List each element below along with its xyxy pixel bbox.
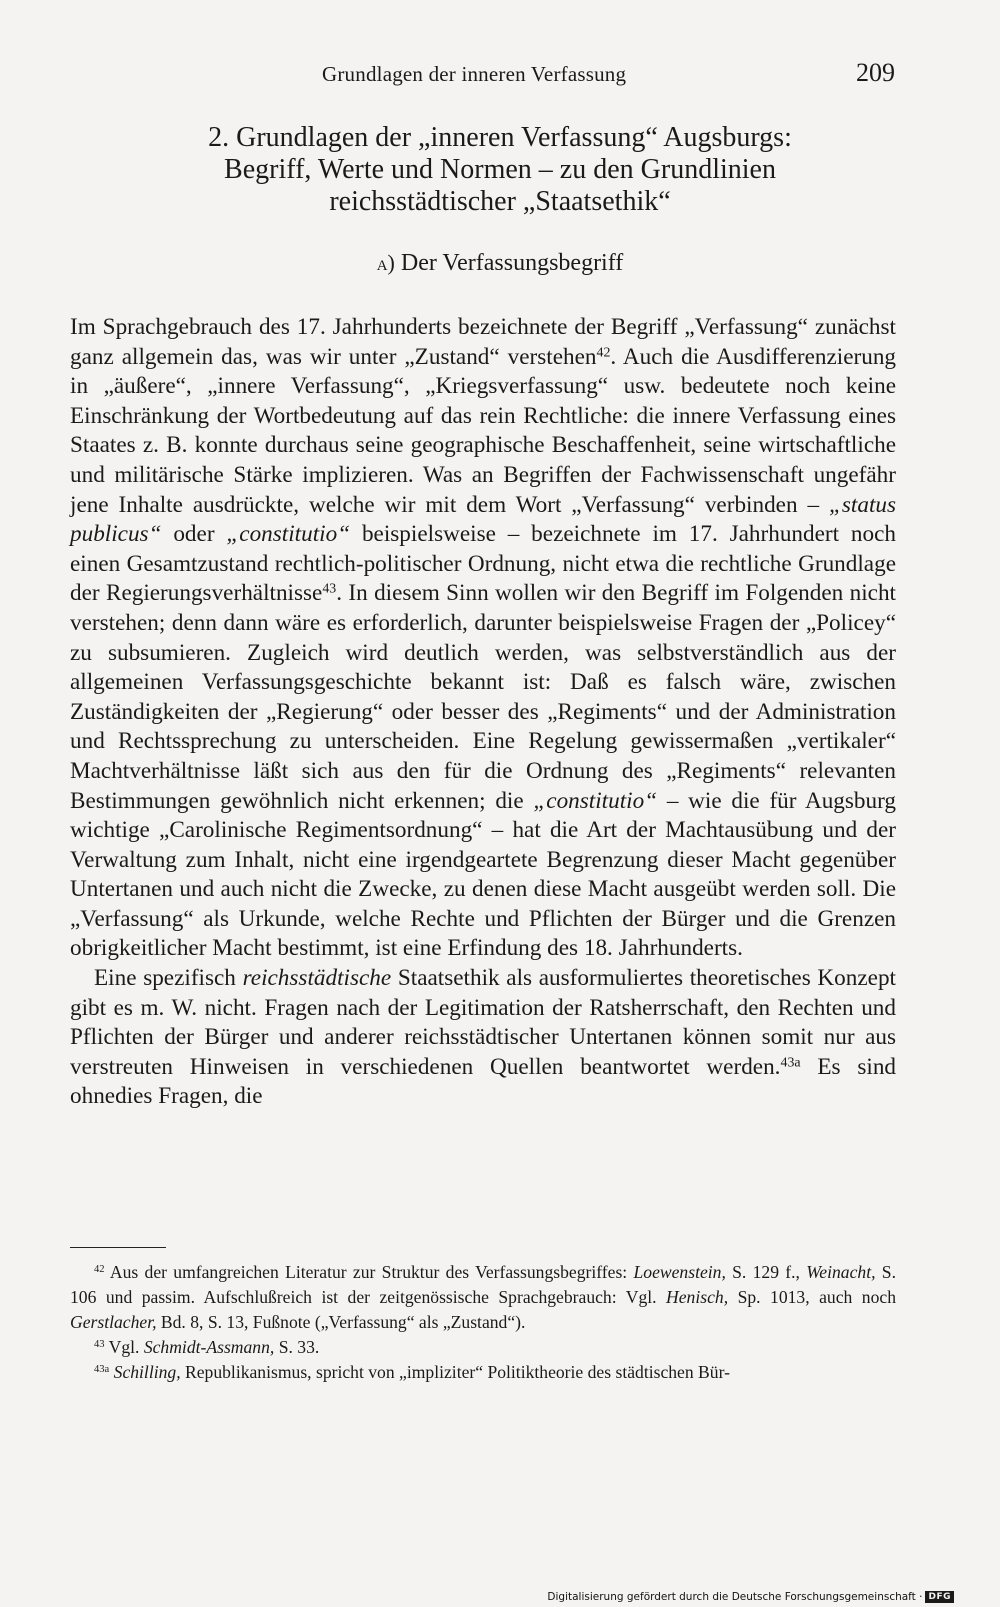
footnote-ref[interactable]: 43 bbox=[322, 581, 337, 597]
text-run: beispielsweise – bezeichnete im 17. Jahrhundert noch einen Gesamtzustand rechtlich-politischer Ordnung, nicht etwa die rechtliche Grundlage der Regierungsverhältnisse bbox=[70, 521, 896, 607]
italic-term: „constitutio“ bbox=[226, 521, 351, 548]
italic-term: „constitutio“ bbox=[533, 787, 658, 814]
chapter-title-line: 2. Grundlagen der „inneren Verfassung“ Augsburgs: bbox=[208, 122, 792, 153]
section-heading bbox=[70, 250, 930, 277]
footnote-number: 43 bbox=[94, 1339, 105, 1351]
section-title: Der Verfassungsbegriff bbox=[400, 250, 624, 276]
footnote bbox=[70, 1335, 896, 1360]
text-run: Republikanismus, spricht von „impliziter“ Politiktheorie des städtischen Bür- bbox=[180, 1362, 730, 1382]
text-run: Vgl. bbox=[108, 1337, 144, 1357]
text-run: Staatsethik als ausformuliertes theoretisches Konzept gibt es m. W. nicht. Fragen nach der Legitimation der Ratsherrschaft, den Rechten und Pflichten der Bürger und anderer reichsstädtischer Untertanen können somit nur aus verstreuten Hinweisen in verschiedenen Quellen beantwortet werden. bbox=[70, 965, 896, 1080]
chapter-title-line: Begriff, Werte und Normen – zu den Grundlinien bbox=[224, 154, 776, 185]
text-run: Sp. 1013, auch noch bbox=[728, 1287, 896, 1307]
text-run: oder bbox=[161, 521, 227, 548]
text-run: Im Sprachgebrauch des 17. Jahrhunderts bezeichnete der Begriff „Verfassung“ zunächst ganz allgemein das, was wir unter „Zustand“ verstehen bbox=[70, 314, 896, 370]
italic-term: „status publicus“ bbox=[70, 491, 896, 548]
text-run: Es sind ohnedies Fragen, die bbox=[70, 1053, 897, 1110]
text-run: . In diesem Sinn wollen wir den Begriff im Folgenden nicht verstehen; denn dann wäre es erforderlich, darunter beispielsweise Fragen der „Policey“ zu subsumieren. Zugleich wird deutlich werden, was selbstverständlich aus der allgemeinen Verfassungsgeschichte bekannt ist: Daß es falsch wäre, zwischen Zuständigkeiten der „Regierung“ oder besser des „Regiments“ und der Administration und Rechtssprechung zu unterscheiden. Eine Regelung gewissermaßen „vertikaler“ Machtverhältnisse läßt sich aus den für die Ordnung des „Regiments“ relevanten Bestimmungen gewöhnlich nicht erkennen; die bbox=[70, 580, 896, 814]
paragraph bbox=[70, 313, 896, 964]
footnote-number: 42 bbox=[94, 1264, 105, 1276]
credit-text: Digitalisierung gefördert durch die Deutsche Forschungsgemeinschaft · bbox=[547, 1591, 923, 1603]
text-run: S. 33. bbox=[274, 1337, 320, 1357]
running-head: Grundlagen der inneren Verfassung bbox=[322, 62, 627, 86]
author-name: Henisch, bbox=[666, 1287, 729, 1307]
body-text bbox=[70, 313, 896, 1112]
footnote-divider bbox=[70, 1247, 166, 1248]
footnotes bbox=[70, 1260, 896, 1385]
dfg-logo: DFG bbox=[925, 1591, 954, 1603]
chapter-title-line: reichsstädtischer „Staatsethik“ bbox=[329, 186, 671, 217]
text-run: Aus der umfangreichen Literatur zur Struktur des Verfassungsbegriffes: bbox=[109, 1262, 634, 1282]
footnote-ref[interactable]: 42 bbox=[596, 344, 611, 360]
section-marker: a) bbox=[376, 250, 395, 275]
digitization-credit bbox=[547, 1591, 954, 1603]
footnote-number: 43a bbox=[94, 1364, 110, 1376]
author-name: Gerstlacher, bbox=[70, 1312, 157, 1332]
text-run: S. 106 und passim. Aufschlußreich ist der zeitgenössische Sprachgebrauch: Vgl. bbox=[70, 1262, 896, 1307]
text-run: – wie die für Augsburg wichtige „Carolinische Regimentsordnung“ – hat die Art der Machtausübung und der Verwaltung zum Inhalt, nicht eine irgendgeartete Begrenzung dieser Macht gegenüber Untertanen und auch nicht die Zwecke, zu denen diese Macht ausgeübt werden soll. Die „Verfassung“ als Urkunde, welche Rechte und Pflichten der Bürger und die Grenzen obrigkeitlicher Macht bestimmt, ist eine Erfindung des 18. Jahrhunderts. bbox=[70, 787, 896, 962]
text-run: S. 129 f., bbox=[725, 1262, 807, 1282]
author-name: Schilling, bbox=[113, 1362, 181, 1382]
author-name: Weinacht, bbox=[806, 1262, 876, 1282]
footnote-ref[interactable]: 43a bbox=[780, 1055, 801, 1071]
text-run: Bd. 8, S. 13, Fußnote („Verfassung“ als „Zustand“). bbox=[156, 1312, 526, 1332]
chapter-title bbox=[70, 122, 930, 218]
text-run: . Auch die Ausdifferenzierung in „äußere“, „innere Verfassung“, „Kriegsverfassung“ usw. bedeutete noch keine Einschränkung der Wortbedeutung auf das rein Rechtliche: die innere Verfassung eines Staates z. B. konnte durchaus seine geographische Beschaffenheit, seine wirtschaftliche und militärische Stärke implizieren. Was an Begriffen der Fachwissenschaft ungefähr jene Inhalte ausdrückte, welche wir mit dem Wort „Verfassung“ verbinden – bbox=[70, 343, 896, 518]
page-number: 209 bbox=[856, 58, 895, 87]
author-name: Schmidt-Assmann, bbox=[143, 1337, 275, 1357]
italic-term: reichsstädtische bbox=[242, 965, 392, 992]
paragraph bbox=[70, 964, 896, 1112]
text-run: Eine spezifisch bbox=[94, 965, 243, 992]
footnote bbox=[70, 1260, 896, 1335]
author-name: Loewenstein, bbox=[633, 1262, 726, 1282]
footnote bbox=[70, 1360, 896, 1385]
